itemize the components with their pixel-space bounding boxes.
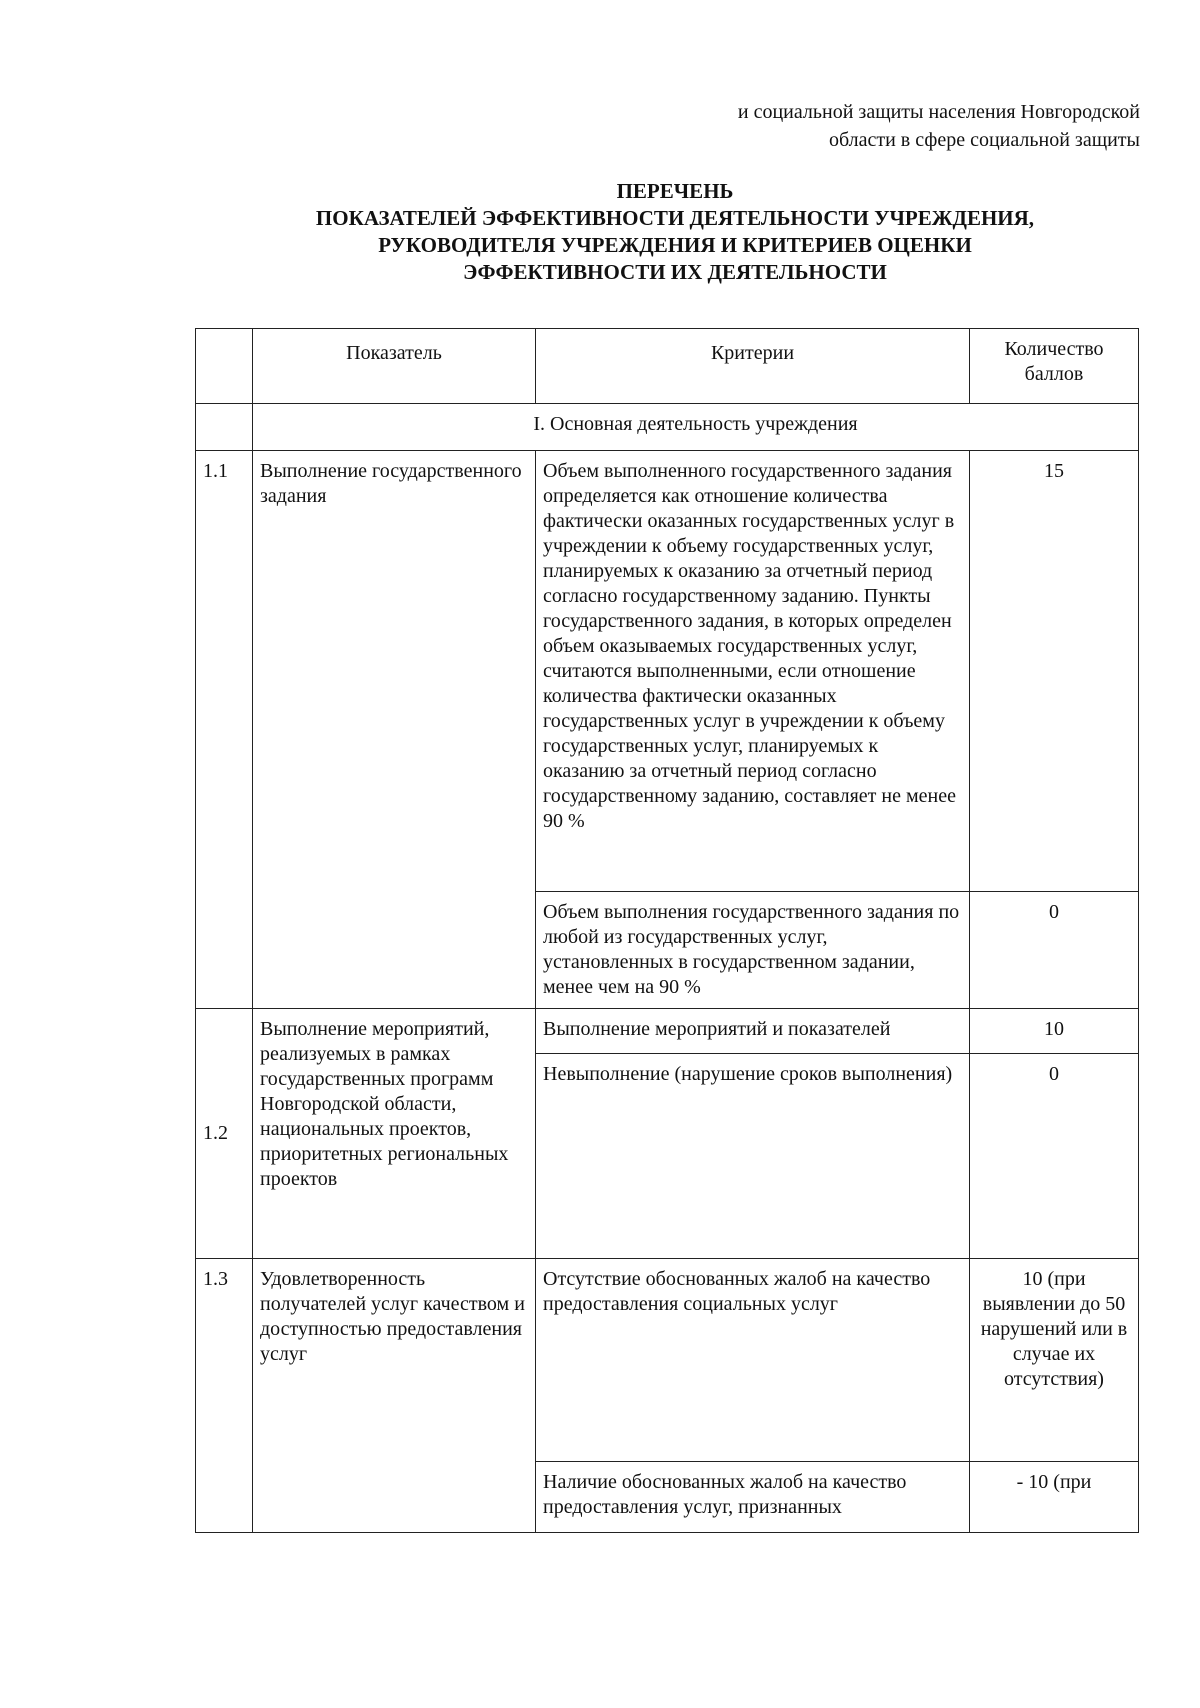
table-row (196, 451, 1139, 892)
row-indicator: Удовлетворенность получателей услуг качеством и доступностью предоставления услуг (253, 1259, 536, 1533)
header-note-line2: области в сфере социальной защиты (828, 129, 1140, 151)
row-indicator: Выполнение мероприятий, реализуемых в рамках государственных программ Новгородской области, национальных проектов, приоритетных региональных проектов (253, 1009, 536, 1259)
table-row (196, 1009, 1139, 1054)
title-line3: РУКОВОДИТЕЛЯ УЧРЕЖДЕНИЯ И КРИТЕРИЕВ ОЦЕНКИ (378, 233, 972, 257)
header-indicator: Показатель (253, 329, 536, 404)
row-score: 15 (970, 451, 1139, 892)
row-criterion: Объем выполнения государственного задания по любой из государственных услуг, установленных в государственном задании, менее чем на 90 % (536, 892, 970, 1009)
title-line2: ПОКАЗАТЕЛЕЙ ЭФФЕКТИВНОСТИ ДЕЯТЕЛЬНОСТИ УЧРЕЖДЕНИЯ, (315, 206, 1035, 230)
title-line4: ЭФФЕКТИВНОСТИ ИХ ДЕЯТЕЛЬНОСТИ (463, 260, 887, 284)
section-row (196, 404, 1139, 451)
document-title (180, 178, 1170, 286)
table-row (196, 1259, 1139, 1462)
row-score: 10 (при выявлении до 50 нарушений или в случае их отсутствия) (970, 1259, 1139, 1462)
header-criteria: Критерии (536, 329, 970, 404)
row-criterion: Наличие обоснованных жалоб на качество предоставления услуг, признанных (536, 1462, 970, 1533)
row-score: - 10 (при (970, 1462, 1139, 1533)
row-number: 1.2 (196, 1009, 253, 1259)
row-criterion: Выполнение мероприятий и показателей (536, 1009, 970, 1054)
row-criterion: Отсутствие обоснованных жалоб на качество предоставления социальных услуг (536, 1259, 970, 1462)
title-line1: ПЕРЕЧЕНЬ (616, 179, 734, 203)
section-number-cell (196, 404, 253, 451)
row-number: 1.1 (196, 451, 253, 1009)
row-criterion: Невыполнение (нарушение сроков выполнения) (536, 1054, 970, 1259)
row-score: 0 (970, 1054, 1139, 1259)
row-number: 1.3 (196, 1259, 253, 1533)
header-note (738, 98, 1140, 154)
header-note-line1: и социальной защиты населения Новгородской (737, 101, 1140, 123)
header-score: Количество баллов (970, 329, 1139, 404)
table-header-row (196, 329, 1139, 404)
row-score: 10 (970, 1009, 1139, 1054)
row-indicator: Выполнение государственного задания (253, 451, 536, 1009)
section-title: I. Основная деятельность учреждения (253, 404, 1139, 451)
row-score: 0 (970, 892, 1139, 1009)
row-criterion: Объем выполненного государственного задания определяется как отношение количества фактически оказанных государственных услуг в учреждении к объему государственных услуг, планируемых к оказанию за отчетный период согласно государственному заданию. Пункты государственного задания, в которых определен объем оказываемых государственных услуг, считаются выполненными, если отношение количества фактически оказанных государственных услуг в учреждении к объему государственных услуг, планируемых к оказанию за отчетный период согласно государственному заданию, составляет не менее 90 % (536, 451, 970, 892)
indicators-table (195, 328, 1139, 1533)
header-number (196, 329, 253, 404)
